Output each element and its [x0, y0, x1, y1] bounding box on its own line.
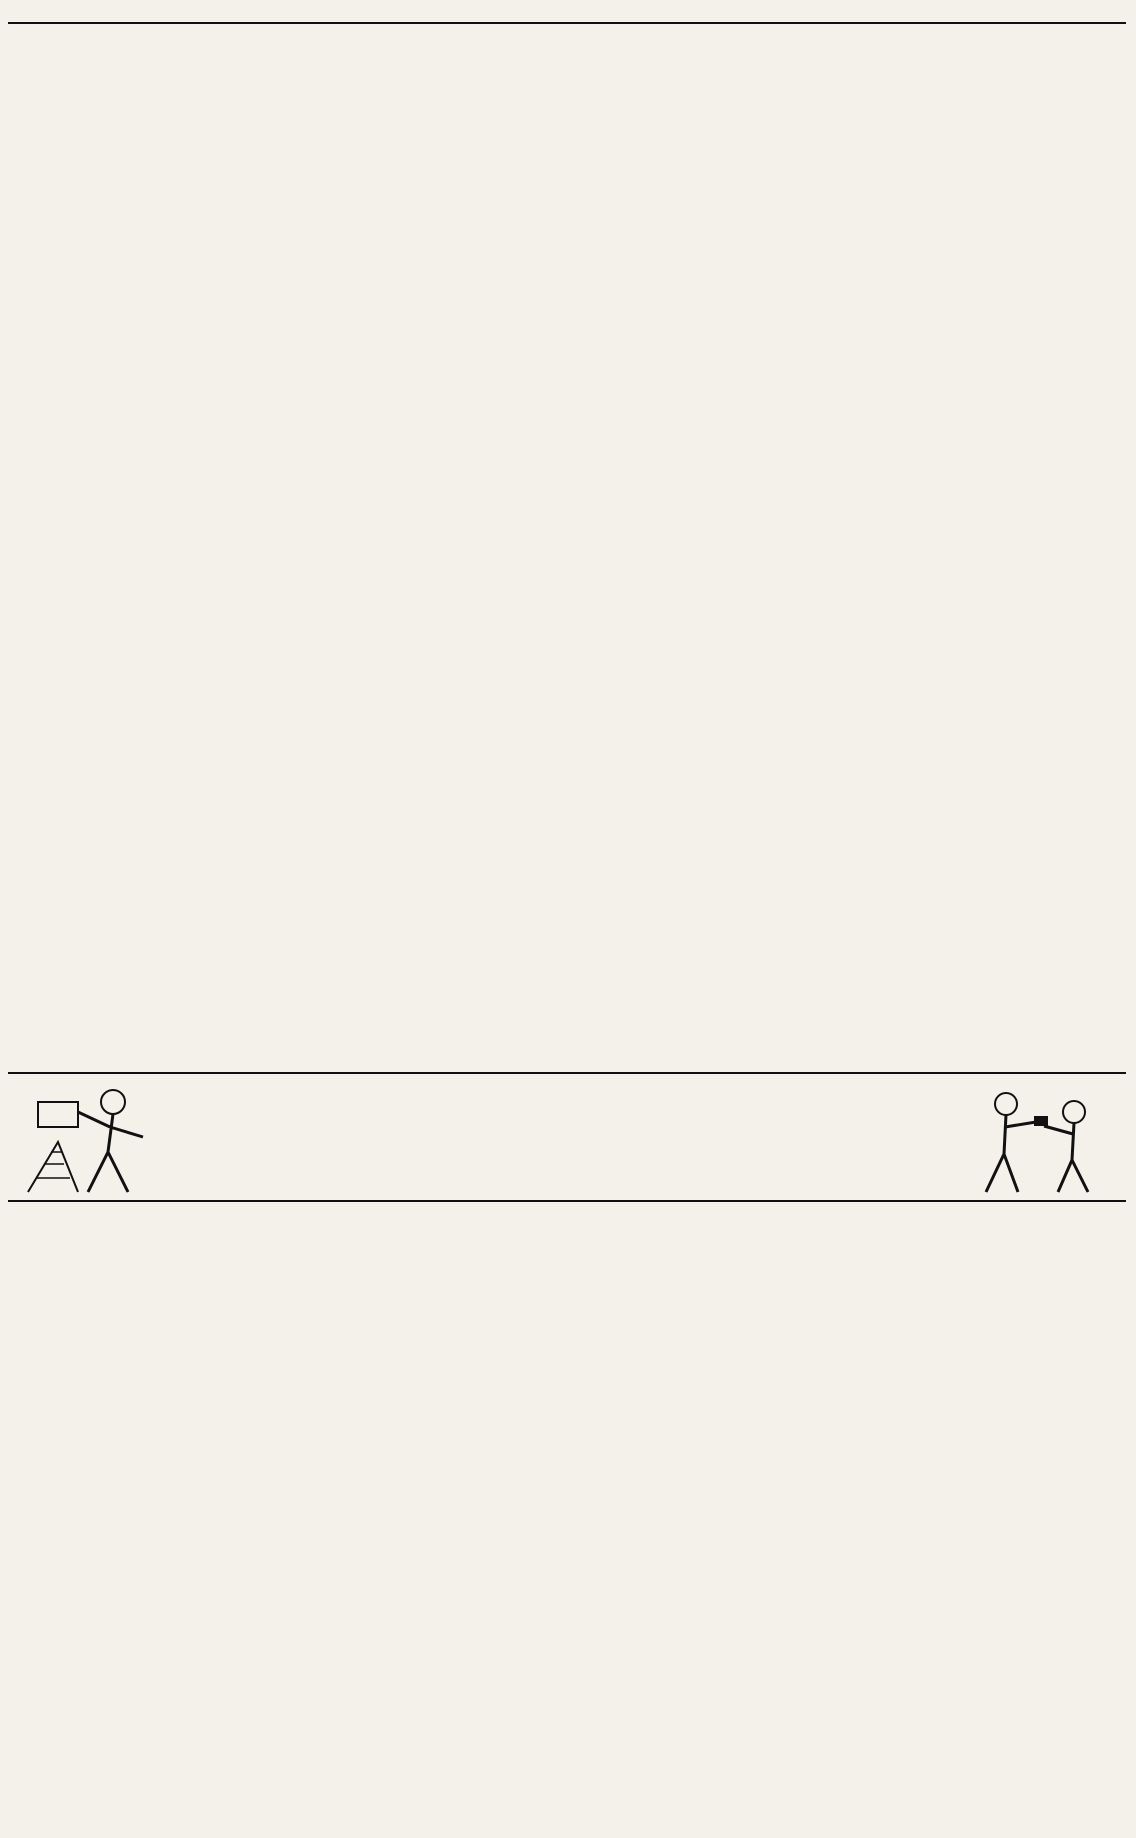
classified-columns	[8, 28, 1126, 1073]
handyman-illustration-left	[18, 1082, 178, 1197]
page-masthead	[8, 6, 1126, 24]
home-service-guide-banner	[8, 1072, 1126, 1202]
workers-illustration-right	[956, 1082, 1116, 1197]
service-directory-columns	[8, 1208, 1126, 1828]
